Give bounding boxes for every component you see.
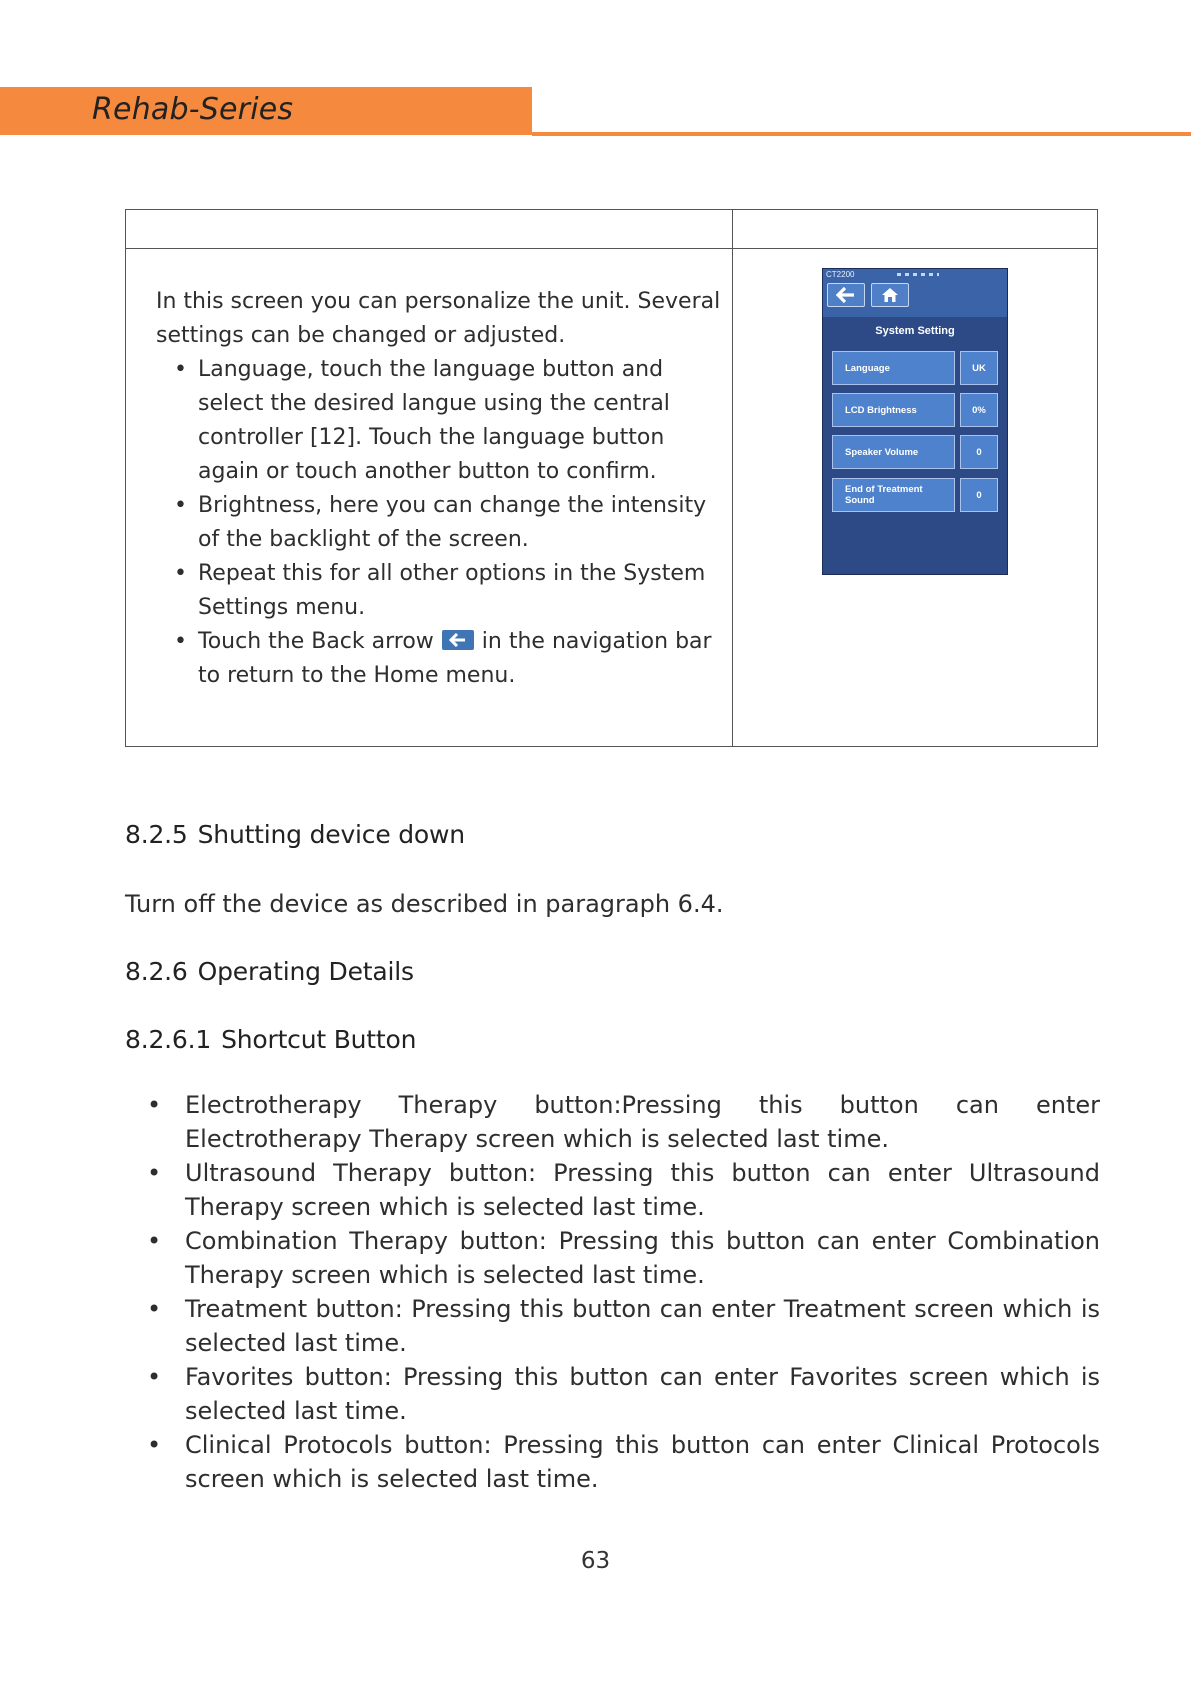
home-icon <box>881 287 899 303</box>
list-item: • Electrotherapy Therapy button:Pressing this button can enter Electrotherapy Therapy screen which is selected last time. <box>185 1088 1100 1156</box>
section-title: Operating Details <box>197 957 414 986</box>
setting-row-end-of-treatment-sound[interactable] <box>832 478 998 512</box>
setting-value[interactable]: 0 <box>960 478 998 512</box>
setting-row-lcd-brightness[interactable] <box>832 393 998 427</box>
section-title: Shortcut Button <box>221 1025 417 1054</box>
setting-label[interactable]: Language <box>832 351 955 385</box>
header-rule <box>532 132 1191 136</box>
header-title: Rehab-Series <box>92 92 294 127</box>
list-item: • Combination Therapy button: Pressing this button can enter Combination Therapy screen which is selected last time. <box>185 1224 1100 1292</box>
page-number: 63 <box>580 1548 611 1574</box>
back-text-before: Touch the Back arrow <box>198 629 434 654</box>
section-title: Shutting device down <box>197 820 465 849</box>
setting-value[interactable]: UK <box>960 351 998 385</box>
status-dots <box>897 273 939 276</box>
section-8-2-5-heading <box>125 820 465 849</box>
section-number: 8.2.5 <box>125 820 188 849</box>
bullet-language: • Language, touch the language button and select the desired langue using the central controller [12]. Touch the language button again or touch another button to confirm. <box>198 353 724 489</box>
bullet-back <box>198 625 724 693</box>
intro-text: In this screen you can personalize the unit. Several settings can be changed or adjusted. <box>156 289 721 348</box>
bullet-repeat: • Repeat this for all other options in the System Settings menu. <box>198 557 724 625</box>
section-8-2-6-1-heading <box>125 1025 416 1054</box>
shortcut-button-list <box>185 1088 1100 1496</box>
bullet-brightness: • Brightness, here you can change the intensity of the backlight of the screen. <box>198 489 724 557</box>
back-text-after: in the navigation bar to return to the Home menu. <box>198 629 712 688</box>
settings-bullets <box>156 353 724 693</box>
setting-row-speaker-volume[interactable] <box>832 435 998 469</box>
back-arrow-icon <box>836 287 856 303</box>
table-text-cell <box>156 285 724 693</box>
back-arrow-icon <box>442 630 474 650</box>
section-number: 8.2.6.1 <box>125 1025 212 1054</box>
setting-row-language[interactable] <box>832 351 998 385</box>
list-item: • Ultrasound Therapy button: Pressing this button can enter Ultrasound Therapy screen which is selected last time. <box>185 1156 1100 1224</box>
device-model: CT2200 <box>826 270 855 279</box>
table-header-divider <box>126 248 1097 249</box>
table-column-divider <box>732 210 733 746</box>
setting-value[interactable]: 0% <box>960 393 998 427</box>
device-title: System Setting <box>875 325 955 337</box>
device-home-button[interactable] <box>871 283 909 307</box>
device-nav-bar <box>823 269 1007 317</box>
list-item: • Treatment button: Pressing this button can enter Treatment screen which is selected last time. <box>185 1292 1100 1360</box>
setting-label[interactable]: Speaker Volume <box>832 435 955 469</box>
setting-label[interactable]: LCD Brightness <box>832 393 955 427</box>
section-number: 8.2.6 <box>125 957 188 986</box>
list-item: • Favorites button: Pressing this button can enter Favorites screen which is selected last time. <box>185 1360 1100 1428</box>
setting-value[interactable]: 0 <box>960 435 998 469</box>
section-8-2-6-heading <box>125 957 414 986</box>
device-screen <box>822 268 1008 575</box>
section-8-2-5-text: Turn off the device as described in paragraph 6.4. <box>125 890 724 918</box>
list-item: • Clinical Protocols button: Pressing this button can enter Clinical Protocols screen which is selected last time. <box>185 1428 1100 1496</box>
setting-label[interactable]: End of Treatment Sound <box>832 478 955 512</box>
device-back-button[interactable] <box>827 283 865 307</box>
